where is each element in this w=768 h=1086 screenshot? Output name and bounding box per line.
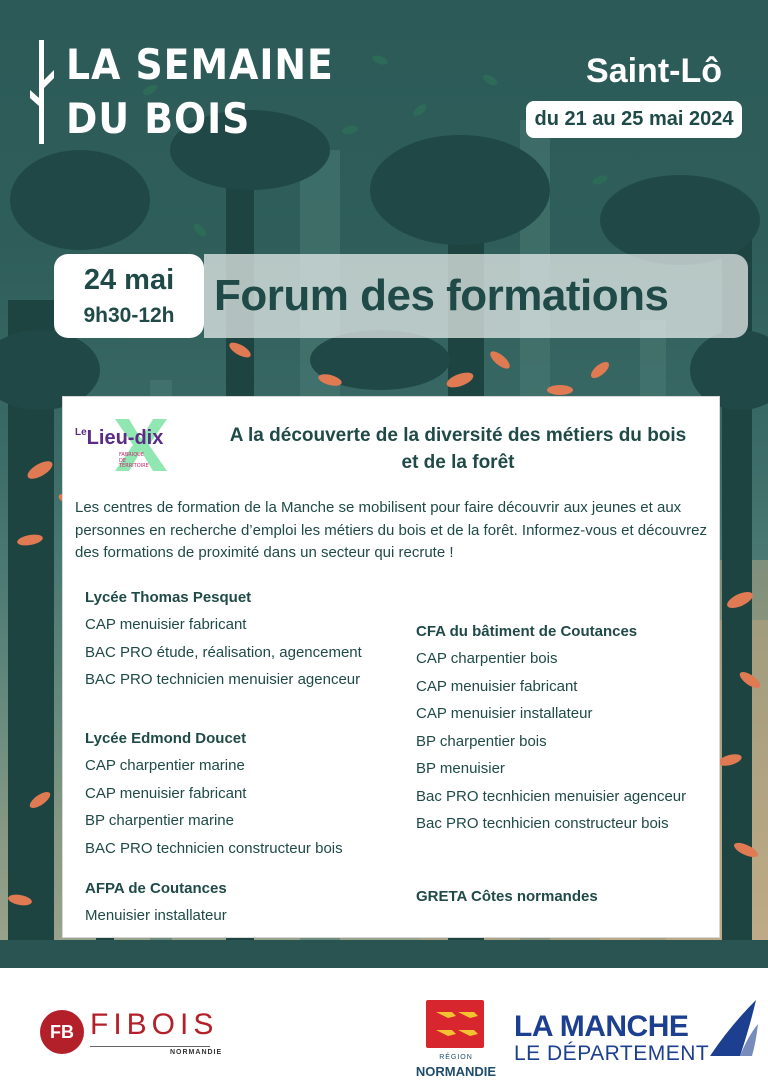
school-block xyxy=(416,618,686,838)
la-manche-subtitle: LE DÉPARTEMENT xyxy=(514,1042,710,1065)
course-item: CAP menuisier fabricant xyxy=(85,784,247,802)
region-label-main: NORMANDIE xyxy=(415,1064,497,1079)
course-item: Bac PRO tecnhicien constructeur bois xyxy=(416,815,669,832)
region-label-small: RÉGION xyxy=(439,1054,473,1061)
lieu-dix-tagline: FABRIQUE DE TERRITOIRE xyxy=(119,452,149,469)
course-item: BP menuisier xyxy=(416,760,505,777)
la-manche-sail-icon xyxy=(700,996,760,1060)
course-item: Menuisier installateur xyxy=(85,907,227,924)
course-item: BP charpentier bois xyxy=(416,732,547,750)
event-date-box xyxy=(54,254,204,338)
school-name: Lycée Edmond Doucet xyxy=(85,730,247,747)
fibois-region: NORMANDIE xyxy=(170,1049,223,1056)
la-manche-wordmark: LA MANCHE xyxy=(514,1010,689,1043)
fibois-mark-icon: FB xyxy=(40,1010,84,1054)
school-block xyxy=(85,875,227,930)
event-day: 24 mai xyxy=(83,264,175,296)
course-item: BAC PRO technicien constructeur bois xyxy=(85,839,343,857)
date-range-badge xyxy=(526,101,742,138)
course-item: CAP charpentier bois xyxy=(416,650,558,667)
school-name: Lycée Thomas Pesquet xyxy=(85,589,252,606)
event-title-banner xyxy=(204,254,748,338)
school-name: AFPA de Coutances xyxy=(85,880,227,897)
region-normandie-logo xyxy=(410,998,502,1082)
school-name: CFA du bâtiment de Coutances xyxy=(416,623,638,640)
school-block xyxy=(85,725,343,862)
course-item: BP charpentier marine xyxy=(85,812,234,829)
card-subtitle: A la découverte de la diversité des métiers du bois et de la forêt xyxy=(229,425,687,473)
fibois-logo xyxy=(40,1008,230,1058)
city-name: Saint-Lô xyxy=(586,52,722,90)
event-series-title-line1: LA SEMAINE xyxy=(66,40,334,89)
fibois-wordmark: FIBOIS xyxy=(90,1008,219,1041)
card-intro-paragraph: Les centres de formation de la Manche se mobilisent pour faire découvrir aux jeunes et aux personnes en recherche d’emploi les métiers du bois et de la forêt. Informez-vous et découvrez des formations de proximité dans un secteur qui recrute ! xyxy=(75,499,707,561)
lieu-dix-wordmark xyxy=(75,427,163,450)
lieu-dix-prefix: Le xyxy=(75,427,87,438)
event-series-title-line2: DU BOIS xyxy=(66,94,251,143)
school-name: GRETA Côtes normandes xyxy=(416,888,598,905)
course-item: BAC PRO étude, réalisation, agencement xyxy=(85,643,362,661)
event-hours: 9h30-12h xyxy=(83,304,175,327)
info-card xyxy=(62,396,720,938)
event-title: Forum des formations xyxy=(214,271,669,320)
semaine-du-bois-mark-icon xyxy=(30,40,54,144)
normandy-shield-icon xyxy=(426,1000,484,1048)
school-block xyxy=(85,584,362,694)
course-item: BAC PRO technicien menuisier agenceur xyxy=(85,671,361,688)
lieu-dix-logo xyxy=(75,415,185,475)
partner-logos-footer xyxy=(0,968,768,1086)
fibois-divider xyxy=(90,1046,210,1047)
course-item: CAP menuisier fabricant xyxy=(416,677,578,695)
lieu-dix-name: Lieu-dix xyxy=(86,427,164,449)
course-item: CAP menuisier fabricant xyxy=(85,616,247,633)
la-manche-logo xyxy=(514,996,764,1066)
course-item: CAP charpentier marine xyxy=(85,757,245,774)
course-item: CAP menuisier installateur xyxy=(416,705,593,722)
course-item: Bac PRO tecnhicien menuisier agenceur xyxy=(416,787,687,805)
school-block xyxy=(416,883,598,910)
date-range-text: du 21 au 25 mai 2024 xyxy=(534,108,734,130)
